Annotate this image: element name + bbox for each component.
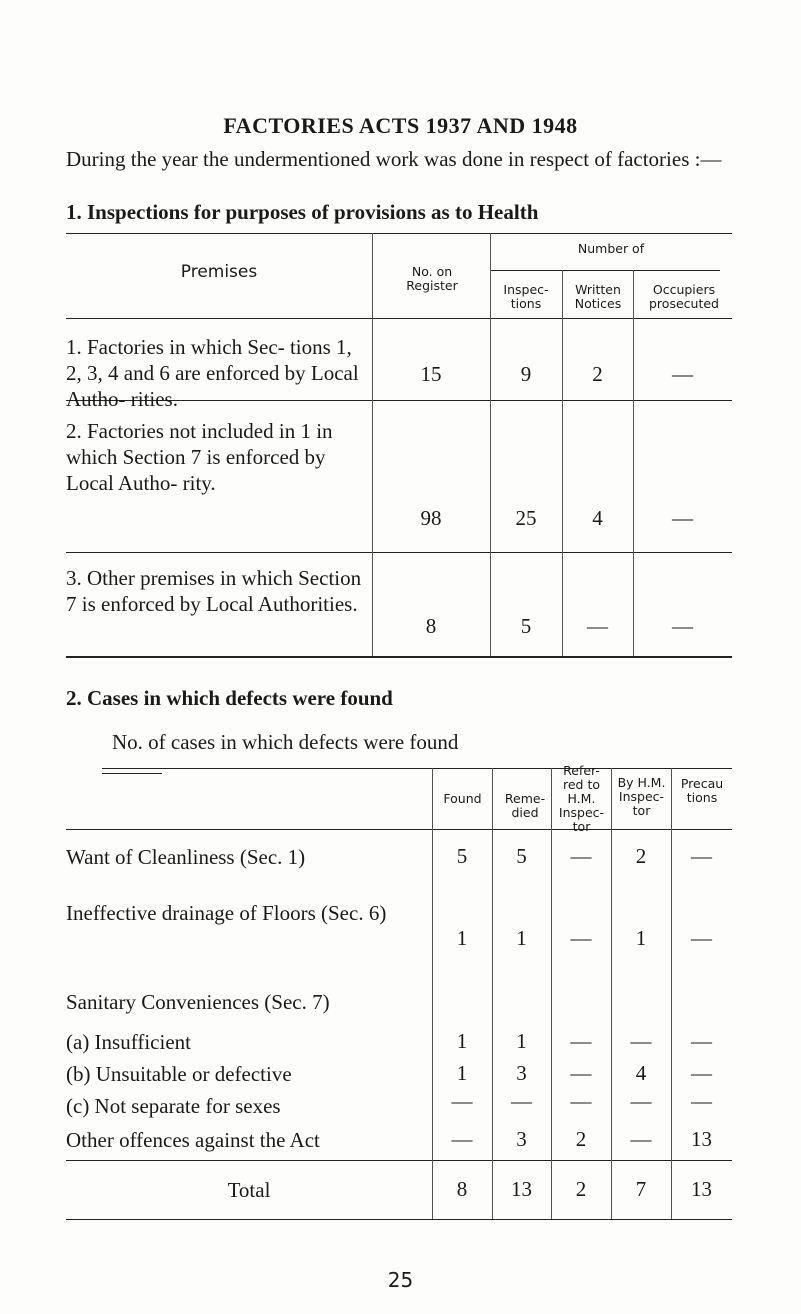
table-row-label: 1. Factories in which Sec- tions 1, 2, 3, 4 and 6 are enforced by Local Autho- rities.: [66, 335, 359, 411]
precautions-cell: —: [691, 1061, 712, 1085]
table-row-label: (b) Unsuitable or defective: [66, 1062, 292, 1086]
referred-to-header: Refer- red to H.M. Inspec- tor: [558, 763, 605, 834]
by-inspector-cell: 2: [635, 844, 647, 868]
rule: [490, 270, 720, 271]
precautions-cell: —: [691, 844, 712, 868]
register-cell: 15: [420, 362, 442, 386]
remedied-cell: 3: [516, 1061, 527, 1085]
rule: [66, 829, 732, 830]
by-inspector-cell: —: [630, 1089, 652, 1113]
referred-cell: —: [570, 1029, 592, 1053]
found-cell: 1: [456, 926, 468, 950]
column-divider: [372, 233, 373, 656]
by-inspector-cell: —: [630, 1127, 652, 1151]
table-row-label: 3. Other premises in which Section 7 is enforced by Local Authorities.: [66, 566, 362, 616]
found-header: Found: [443, 791, 482, 806]
table-row-label: Other offences against the Act: [66, 1128, 320, 1152]
section2-subheading: No. of cases in which defects were found: [112, 730, 459, 754]
section2-heading: 2. Cases in which defects were found: [66, 686, 393, 710]
number-of-header: Number of: [577, 241, 645, 256]
by-inspector-total: 7: [635, 1177, 647, 1201]
remedied-header: Reme- died: [504, 791, 546, 820]
remedied-cell: 1: [516, 1029, 527, 1053]
intro-paragraph: During the year the undermentioned work was done in respect of factories :—: [66, 147, 722, 171]
referred-total: 2: [575, 1177, 587, 1201]
table-row-label: (c) Not separate for sexes: [66, 1094, 281, 1118]
register-cell: 98: [420, 506, 442, 530]
remedied-cell: 3: [516, 1127, 527, 1151]
table-row-label: Want of Cleanliness (Sec. 1): [66, 845, 306, 869]
referred-cell: 2: [575, 1127, 587, 1151]
found-cell: —: [451, 1127, 473, 1151]
prosecuted-cell: —: [672, 506, 693, 530]
page-number: 25: [387, 1268, 414, 1292]
precautions-cell: 13: [691, 1127, 712, 1151]
table-row-label: (a) Insufficient: [66, 1030, 191, 1054]
referred-cell: —: [570, 926, 592, 950]
inspections-cell: 9: [520, 362, 532, 386]
by-inspector-header: By H.M. Inspec- tor: [617, 775, 666, 818]
written-notices-header: Written Notices: [574, 282, 622, 311]
inspections-header: Inspec- tions: [503, 282, 549, 311]
referred-cell: —: [570, 1061, 592, 1085]
prosecuted-cell: —: [672, 362, 693, 386]
table-row-label: Ineffective drainage of Floors (Sec. 6): [66, 901, 387, 925]
by-inspector-cell: —: [630, 1029, 652, 1053]
table-row-label: 2. Factories not included in 1 in which Section 7 is enforced by Local Autho- rity.: [66, 419, 333, 495]
section1-heading: 1. Inspections for purposes of provisions as to Health: [66, 200, 539, 224]
rule: [66, 1160, 732, 1161]
by-inspector-cell: 4: [635, 1061, 647, 1085]
column-divider: [633, 270, 634, 656]
inspections-cell: 25: [515, 506, 537, 530]
rule: [102, 768, 732, 769]
table-row-label: Sanitary Conveniences (Sec. 7): [66, 990, 330, 1014]
precautions-header: Precau tions: [680, 776, 724, 805]
rule: [66, 656, 732, 658]
precautions-cell: —: [691, 1089, 712, 1113]
occupiers-prosecuted-header: Occupiers prosecuted: [649, 282, 719, 311]
remedied-cell: 5: [516, 844, 527, 868]
remedied-cell: 1: [516, 926, 527, 950]
rule: [102, 773, 162, 774]
found-cell: 1: [456, 1029, 468, 1053]
found-cell: 1: [456, 1061, 468, 1085]
prosecuted-cell: —: [672, 614, 693, 638]
precautions-cell: —: [691, 926, 712, 950]
precautions-total: 13: [691, 1177, 712, 1201]
notices-cell: —: [587, 614, 608, 638]
column-divider: [490, 233, 491, 656]
found-cell: 5: [456, 844, 468, 868]
notices-cell: 4: [592, 506, 603, 530]
register-header: No. on Register: [406, 264, 458, 293]
found-cell: —: [451, 1089, 473, 1113]
inspections-cell: 5: [520, 614, 532, 638]
referred-cell: —: [570, 844, 592, 868]
page-title: FACTORIES ACTS 1937 AND 1948: [223, 113, 578, 138]
register-cell: 8: [425, 614, 437, 638]
total-label: Total: [227, 1178, 271, 1202]
premises-header: Premises: [180, 262, 258, 282]
by-inspector-cell: 1: [635, 926, 647, 950]
found-total: 8: [456, 1177, 468, 1201]
referred-cell: —: [570, 1089, 592, 1113]
remedied-cell: —: [511, 1089, 532, 1113]
precautions-cell: —: [691, 1029, 712, 1053]
column-divider: [562, 270, 563, 656]
rule: [66, 1219, 732, 1220]
rule: [66, 233, 732, 234]
remedied-total: 13: [511, 1177, 532, 1201]
notices-cell: 2: [592, 362, 603, 386]
